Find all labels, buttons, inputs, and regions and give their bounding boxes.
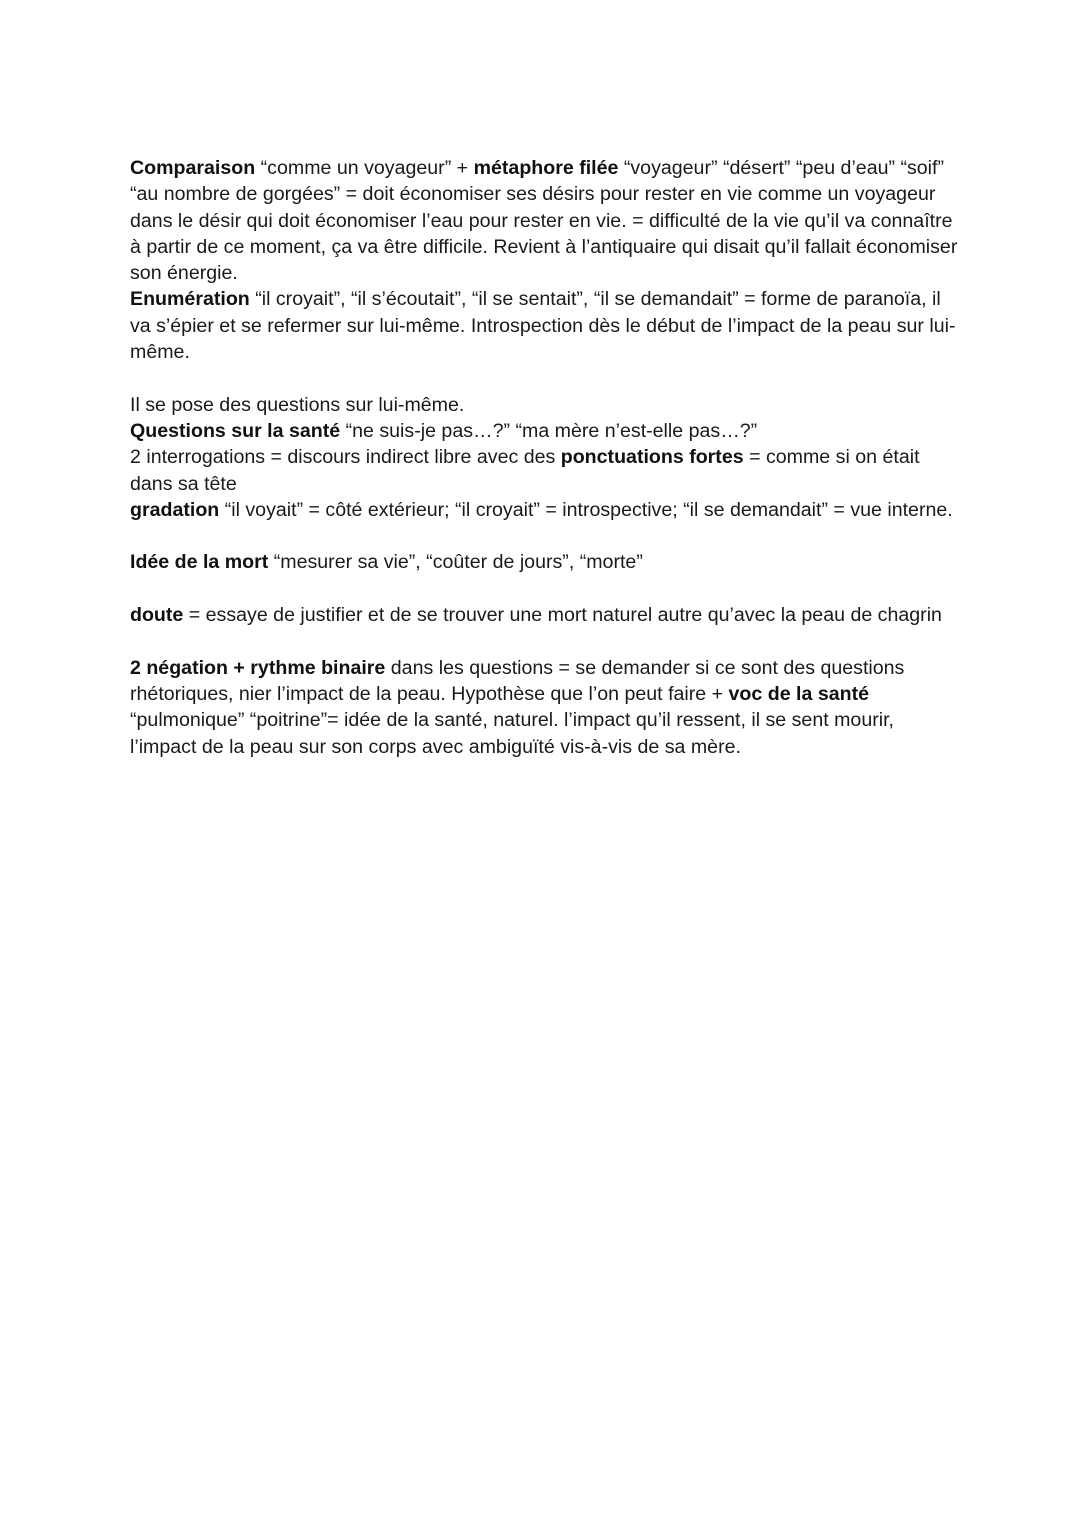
bold-term: métaphore filée <box>473 157 619 179</box>
bold-term: Idée de la mort <box>130 551 269 574</box>
paragraph-spacer <box>130 523 960 549</box>
paragraph-spacer <box>130 576 960 602</box>
bold-term: gradation <box>130 498 220 521</box>
text-run: “pulmonique” “poitrine”= idée de la santé, naturel. l’impact qu’il ressent, il se sent mourir, l’impact de la peau sur son corps avec ambiguïté vis-à-vis de sa mère. <box>130 709 894 758</box>
bold-term: voc de la santé <box>728 682 870 705</box>
paragraph <box>130 418 960 444</box>
bold-term: ponctuations fortes <box>560 446 744 469</box>
bold-term: Questions sur la santé <box>130 419 341 442</box>
paragraph-spacer <box>130 365 960 391</box>
text-run: “il voyait” = côté extérieur; “il croyait” = introspective; “il se demandait” = vue interne. <box>219 498 953 521</box>
text-run: “voyageur” “désert” “peu d’eau” “soif” “au nombre de gorgées” = doit économiser ses désirs pour rester en vie comme un voyageur dans le désir qui doit économiser l’eau pour rester en vie. = difficulté de la vie qu’il va connaître à partir de ce moment, ça va être difficile. Revient à l’antiquaire qui disait qu’il fallait économiser son énergie. <box>130 157 958 285</box>
paragraph <box>130 444 960 497</box>
document-body <box>130 155 960 760</box>
text-run: “mesurer sa vie”, “coûter de jours”, “morte” <box>268 551 643 574</box>
paragraph <box>130 655 960 760</box>
text-run: 2 interrogations = discours indirect libre avec des <box>130 446 561 469</box>
bold-term: doute <box>130 604 184 627</box>
bold-term: Enumération <box>130 288 250 311</box>
paragraph-spacer <box>130 628 960 654</box>
bold-term: 2 négation + rythme binaire <box>130 656 386 679</box>
paragraph <box>130 286 960 365</box>
text-run: “il croyait”, “il s’écoutait”, “il se sentait”, “il se demandait” = forme de paranoïa, il va s’épier et se refermer sur lui-même. Introspection dès le début de l’impact de la peau sur lui-même. <box>130 288 956 364</box>
paragraph <box>130 602 960 628</box>
text-run: dans les questions = se demander si ce sont des questions rhétoriques, nier l’impact de la peau. Hypothèse que l’on peut faire + <box>130 656 905 705</box>
paragraph <box>130 497 960 523</box>
paragraph <box>130 392 960 418</box>
text-run: = comme si on était dans sa tête <box>130 446 920 495</box>
text-run: “comme un voyageur” + <box>255 157 474 179</box>
bold-term: Comparaison <box>130 157 256 179</box>
text-run: = essaye de justifier et de se trouver une mort naturel autre qu’avec la peau de chagrin <box>183 604 942 627</box>
paragraph <box>130 155 960 286</box>
text-run: Il se pose des questions sur lui-même. <box>130 393 465 416</box>
paragraph <box>130 549 960 575</box>
text-run: “ne suis-je pas…?” “ma mère n’est-elle pas…?” <box>340 419 758 442</box>
